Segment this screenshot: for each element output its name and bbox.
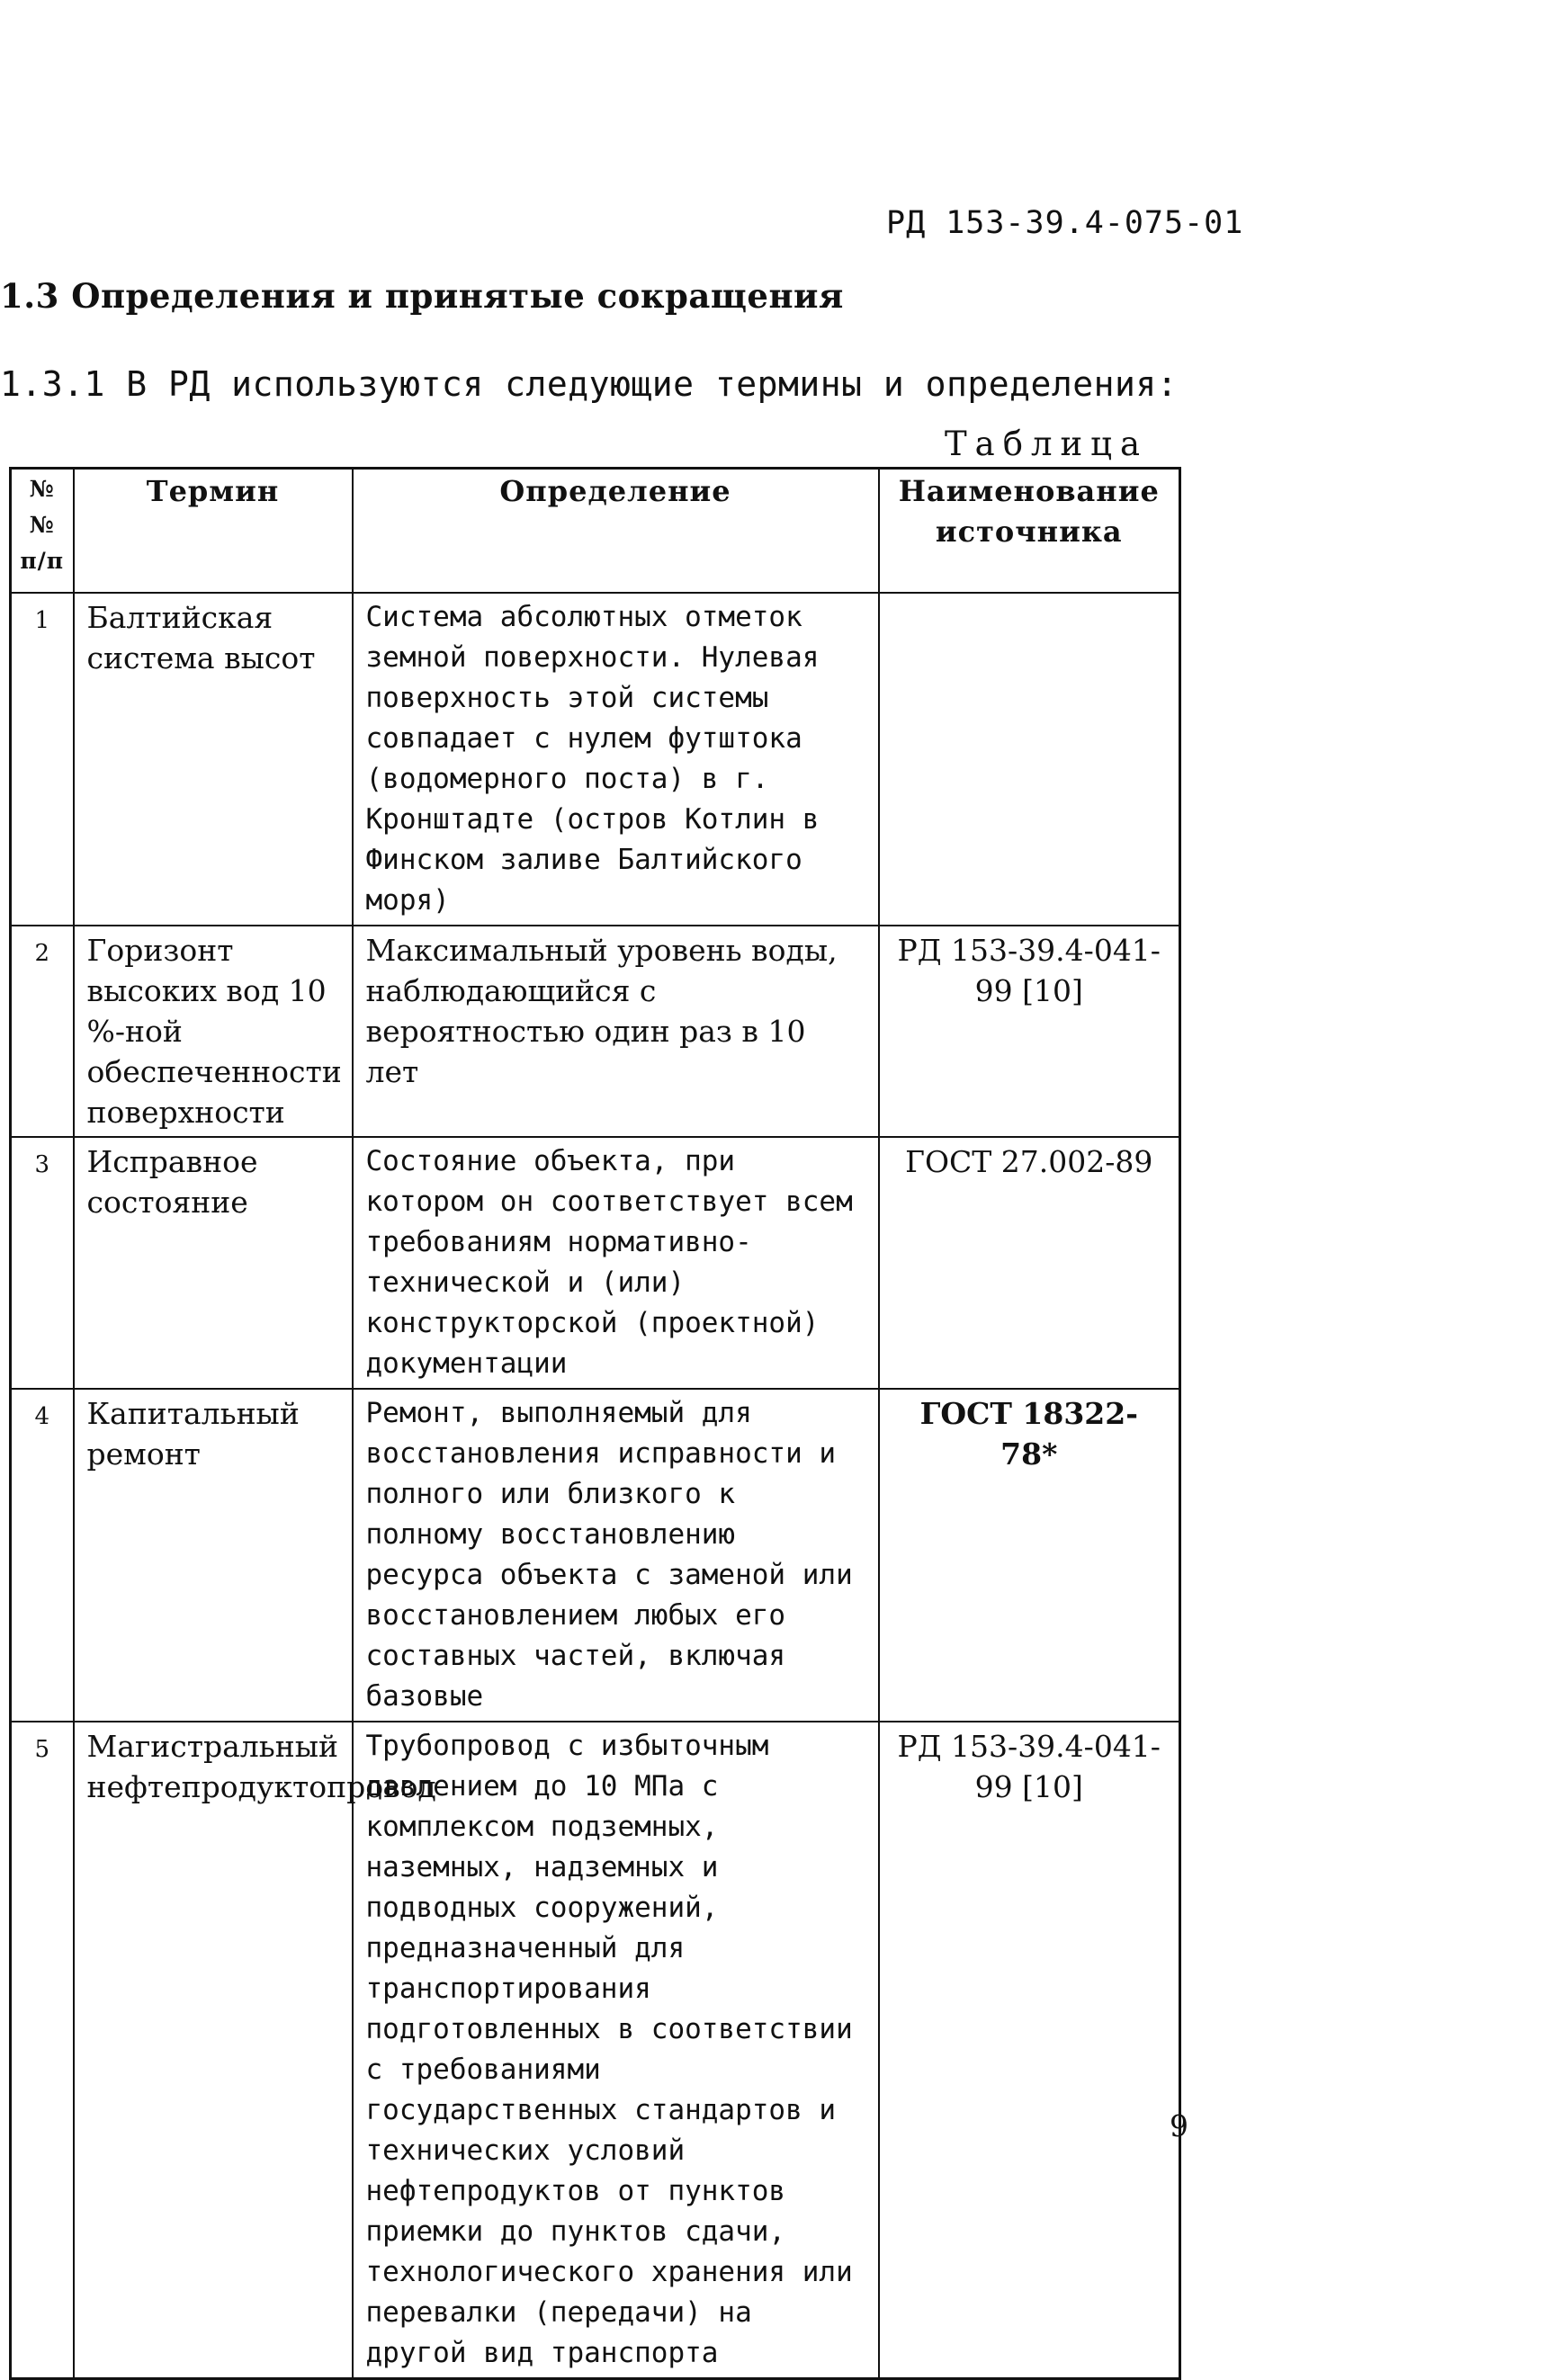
row-source: РД 153-39.4-041-99 [10] [879,1722,1180,2379]
row-source: ГОСТ 27.002-89 [879,1137,1180,1389]
column-header-number: № № п/п [11,469,74,594]
row-number: 3 [11,1137,74,1389]
section-title: 1.3 Определения и принятые сокращения [0,276,844,316]
page-number: 9 [1170,2108,1188,2143]
table-row [11,926,1180,1137]
row-number: 4 [11,1389,74,1722]
row-source: ГОСТ 18322-78* [879,1389,1180,1722]
table-row [11,1389,1180,1722]
row-number: 2 [11,926,74,1137]
row-term: Исправное состояние [74,1137,353,1389]
row-source: РД 153-39.4-041-99 [10] [879,926,1180,1137]
column-header-term: Термин [74,469,353,594]
column-header-definition: Определение [353,469,879,594]
table-row [11,593,1180,926]
row-definition: Максимальный уровень воды, наблюдающийся с вероятностью один раз в 10 лет [353,926,879,1137]
row-term: Балтийская система высот [74,593,353,926]
column-header-source: Наименование источника [879,469,1180,594]
row-definition: Ремонт, выполняемый для восстановления исправности и полного или близкого к полному восстановлению ресурса объекта с заменой или восстановлением любых его составных частей, включая базовые [353,1389,879,1722]
row-definition: Трубопровод с избыточным давлением до 10 МПа с комплексом подземных, наземных, надземных и подводных сооружений, предназначенный для транспортирования подготовленных в соответствии с требованиями государственных стандартов и технических условий нефтепродуктов от пунктов приемки до пунктов сдачи, технологического хранения или перевалки (передачи) на другой вид транспорта [353,1722,879,2379]
document-code: РД 153-39.4-075-01 [886,205,1244,241]
row-number: 5 [11,1722,74,2379]
row-term: Капитальный ремонт [74,1389,353,1722]
row-definition: Система абсолютных отметок земной поверхности. Нулевая поверхность этой системы совпадает с нулем футштока (водомерного поста) в г. Кронштадте (остров Котлин в Финском заливе Балтийского моря) [353,593,879,926]
row-definition: Состояние объекта, при котором он соответствует всем требованиям нормативно-технической и (или) конструкторской (проектной) документации [353,1137,879,1389]
row-term: Магистральный нефтепродуктопровод [74,1722,353,2379]
row-source [879,593,1180,926]
row-number: 1 [11,593,74,926]
terms-table [9,467,1181,2380]
table-row [11,1722,1180,2379]
intro-paragraph: 1.3.1 В РД используются следующие термины и определения: [0,364,1179,404]
table-row [11,1137,1180,1389]
row-term: Горизонт высоких вод 10 %-ной обеспеченности поверхности [74,926,353,1137]
table-caption: Таблица [945,425,1149,463]
table-header-row [11,469,1180,594]
